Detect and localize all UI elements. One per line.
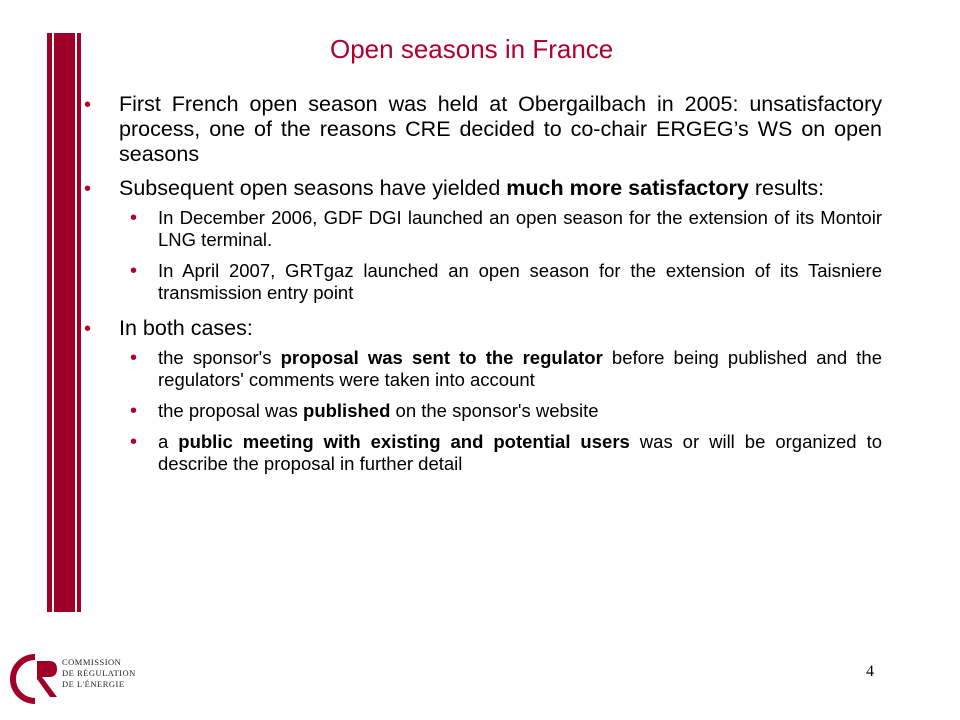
text-run: on the sponsor's website: [390, 400, 599, 421]
bold-text-run: proposal was sent to the regulator: [280, 347, 603, 368]
bullet-icon: •: [130, 400, 138, 422]
sub-bullet-item: [82, 347, 882, 391]
sub-bullet-item: [82, 431, 882, 475]
bullet-text: In December 2006, GDF DGI launched an open season for the extension of its Montoir LNG terminal.: [158, 207, 882, 250]
bold-text-run: published: [303, 400, 391, 421]
bullet-text: First French open season was held at Obergailbach in 2005: unsatisfactory process, one of the reasons CRE decided to co-chair ERGEG’s WS on open seasons: [119, 92, 882, 166]
text-run: Subsequent open seasons have yielded: [119, 176, 507, 200]
bullet-icon: •: [130, 260, 138, 282]
text-run: a: [158, 431, 179, 452]
logo-c-shape: [13, 657, 35, 701]
sub-bullet-item: [82, 207, 882, 251]
bold-text-run: public meeting with existing and potential users: [178, 431, 630, 452]
bullet-text: [158, 347, 882, 391]
bullet-text: In April 2007, GRTgaz launched an open season for the extension of its Taisniere transmission entry point: [158, 260, 882, 303]
text-run: the proposal was: [158, 400, 304, 421]
bullet-text: [158, 431, 882, 475]
slide-title: Open seasons in France: [330, 34, 614, 64]
bullet-text: [119, 176, 882, 201]
bullet-icon: •: [130, 347, 138, 369]
bar-stripe: [75, 33, 77, 612]
bullet-text: In both cases:: [119, 316, 253, 340]
text-run: before being published and the regulators' comments were taken into account: [158, 347, 882, 390]
text-run: the sponsor's: [158, 347, 281, 368]
sub-bullet-item: [82, 400, 882, 422]
logo-r-shape: [37, 661, 57, 697]
bullet-list: [82, 90, 882, 475]
logo-line: DE RÉGULATION: [62, 668, 136, 678]
sub-bullet-item: [82, 260, 882, 304]
text-run: was or will be organized to describe the proposal in further detail: [158, 431, 882, 474]
bullet-icon: •: [130, 431, 138, 453]
bullet-icon: •: [130, 207, 138, 229]
bold-text-run: much more satisfactory: [506, 176, 749, 200]
bullet-item: [82, 92, 882, 167]
logo-line: COMMISSION: [62, 657, 122, 667]
logo-line: DE L'ÉNERGIE: [62, 679, 125, 689]
bullet-item: [82, 316, 882, 341]
bullet-text: [158, 400, 882, 422]
left-accent-bar: [47, 33, 81, 612]
bullet-icon: •: [84, 318, 92, 340]
bar-stripe: [52, 33, 54, 612]
logo-text: [62, 657, 136, 690]
bullet-item: [82, 176, 882, 201]
bullet-icon: •: [84, 94, 92, 116]
bullet-icon: •: [84, 178, 92, 200]
text-run: results:: [748, 176, 825, 200]
page-number: 4: [866, 663, 874, 680]
